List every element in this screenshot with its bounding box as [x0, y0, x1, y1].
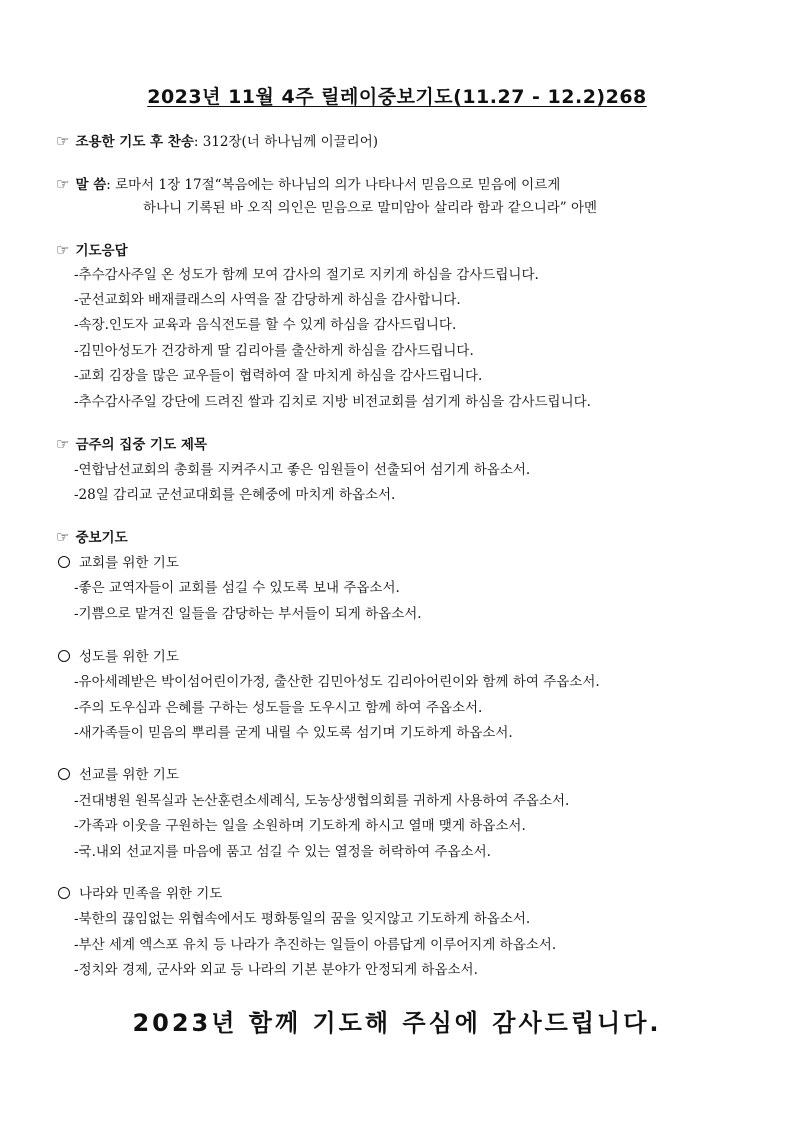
group-title-saints: 성도를 위한 기도 [58, 648, 179, 666]
answer-item: -속장.인도자 교육과 음식전도를 할 수 있게 하심을 감사드립니다. [74, 317, 457, 333]
answer-item: -추수감사주일 강단에 드려진 쌀과 김치로 지방 비전교회를 섬기게 하심을 감사드립니다. [74, 394, 591, 410]
circle-bullet-icon [58, 650, 70, 662]
group-title-mission: 선교를 위한 기도 [58, 766, 179, 784]
closing-message: 2023년 함께 기도해 주심에 감사드립니다. [132, 1009, 662, 1037]
scripture-label: 말 씀 [75, 177, 107, 193]
answer-item: -김민아성도가 건강하게 딸 김리아를 출산하게 하심을 감사드립니다. [74, 343, 474, 359]
intercession-item: -정치와 경제, 군사와 외교 등 나라의 기본 분야가 안정되게 하옵소서. [74, 962, 478, 978]
intercession-item: -가족과 이웃을 구원하는 일을 소원하며 기도하게 하시고 열매 맺게 하옵소서. [74, 818, 526, 834]
intercession-item: -좋은 교역자들이 교회를 섬길 수 있도록 보내 주옵소서. [74, 580, 400, 596]
pointing-hand-icon: ☞ [56, 175, 70, 193]
intercession-item: -기쁨으로 맡겨진 일들을 감당하는 부서들이 되게 하옵소서. [74, 606, 422, 622]
intercession-item: -유아세례받은 박이섬어린이가정, 출산한 김민아성도 김리아어린이와 함께 하여 주옵소서. [74, 674, 600, 690]
circle-bullet-icon [58, 887, 70, 899]
answer-item: -교회 김장을 많은 교우들이 협력하여 잘 마치게 하심을 감사드립니다. [74, 368, 483, 384]
focus-item: -28일 감리교 군선교대회를 은혜중에 마치게 하옵소서. [74, 487, 396, 503]
hymn-line [56, 132, 378, 151]
answer-item: -추수감사주일 온 성도가 함께 모여 감사의 절기로 지키게 하심을 감사드립니다. [74, 267, 539, 283]
pointing-hand-icon: ☞ [56, 528, 70, 546]
intercession-item: -북한의 끊임없는 위협속에서도 평화통일의 꿈을 잊지않고 기도하게 하옵소서. [74, 911, 531, 927]
intercession-item: -국.내외 선교지를 마음에 품고 섬길 수 있는 열정을 허락하여 주옵소서. [74, 844, 491, 860]
pointing-hand-icon: ☞ [56, 435, 70, 453]
scripture-line-2: 하나니 기록된 바 오직 의인은 믿음으로 말미암아 살리라 함과 같으니라” 아멘 [143, 200, 598, 216]
intercession-item: -부산 세계 엑스포 유치 등 나라가 추진하는 일들이 아름답게 이루어지게 하옵소서. [74, 937, 557, 953]
answer-item: -군선교회와 배재클래스의 사역을 잘 감당하게 하심을 감사합니다. [74, 292, 461, 308]
focus-item: -연합남선교회의 총회를 지켜주시고 좋은 임원들이 선출되어 섬기게 하옵소서. [74, 462, 531, 478]
group-title-nation: 나라와 민족을 위한 기도 [58, 885, 222, 903]
circle-bullet-icon [58, 556, 70, 568]
scripture-text-1: : 로마서 1장 17절“복음에는 하나님의 의가 나타나서 믿음으로 믿음에 이르게 [106, 177, 561, 193]
intercession-item: -건대병원 원목실과 논산훈련소세례식, 도농상생협의회를 귀하게 사용하여 주옵소서. [74, 793, 570, 809]
pointing-hand-icon: ☞ [56, 132, 70, 150]
hymn-label: 조용한 기도 후 찬송 [75, 134, 194, 150]
intercession-item: -새가족들이 믿음의 뿌리를 굳게 내릴 수 있도록 섬기며 기도하게 하옵소서. [74, 725, 513, 741]
hymn-value: : 312장(너 하나님께 이끌리어) [193, 134, 379, 150]
intercession-heading: ☞ 중보기도 [56, 528, 128, 546]
pointing-hand-icon: ☞ [56, 241, 70, 259]
focus-heading: ☞ 금주의 집중 기도 제목 [56, 435, 207, 453]
group-title-church: 교회를 위한 기도 [58, 554, 179, 572]
scripture-line-1 [56, 175, 560, 194]
page-title: 2023년 11월 4주 릴레이중보기도(11.27 - 12.2)268 [147, 86, 647, 108]
circle-bullet-icon [58, 768, 70, 780]
answers-heading: ☞ 기도응답 [56, 241, 128, 259]
intercession-item: -주의 도우심과 은혜를 구하는 성도들을 도우시고 함께 하여 주옵소서. [74, 700, 483, 716]
